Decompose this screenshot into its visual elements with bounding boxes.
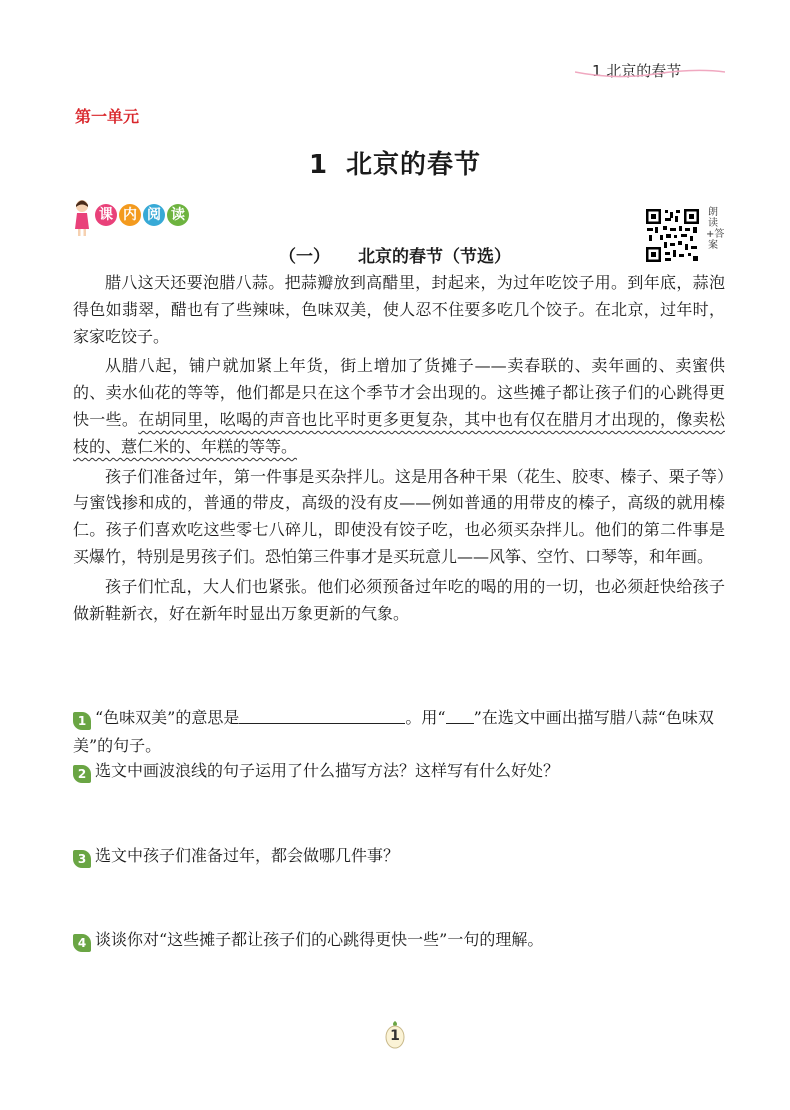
answer-blank-2[interactable]	[446, 707, 474, 724]
section-title-text: 北京的春节（节选）	[358, 247, 511, 267]
question-number-badge: 2	[73, 765, 91, 783]
question-2-text: 选文中画波浪线的句子运用了什么描写方法？这样写有什么好处？	[95, 761, 560, 780]
question-number-badge: 1	[73, 712, 91, 730]
unit-label: 第一单元	[75, 107, 140, 126]
lesson-number: 1	[308, 150, 329, 180]
header-decoration	[575, 68, 725, 82]
passage-p2-text: 从腊八起，铺户就加紧上年货，街上增加了货摊子——卖春联的、卖年画的、卖蜜供的、卖水仙花的等等，他们都是只在这个季节才会出现的。这些摊子都让孩子们的心跳得更快一些。	[73, 356, 725, 429]
girl-icon	[73, 197, 91, 237]
badge-char-4: 读	[167, 204, 189, 226]
reading-badge	[73, 197, 223, 237]
badge-char-3: 阅	[143, 204, 165, 226]
question-1-text-b: 。用“	[405, 708, 446, 727]
question-number-badge: 3	[73, 850, 91, 868]
passage-paragraph-3: 孩子们准备过年，第一件事是买杂拌儿。这是用各种干果（花生、胶枣、榛子、栗子等）与蜜饯掺和成的，普通的带皮，高级的没有皮——例如普通的用带皮的榛子，高级的就用榛仁。孩子们喜欢吃这些零七八碎儿，即使没有饺子吃，也必须买杂拌儿。他们的第二件事是买爆竹，特别是男孩子们。恐怕第三件事才是买玩意儿——风筝、空竹、口琴等，和年画。	[73, 466, 725, 566]
question-1-text-c: ”在选文中画出描写腊八蒜“色味双美”的句子。	[73, 708, 714, 755]
qr-label: 朗读+答案	[706, 207, 725, 251]
section-seq: （一）	[279, 247, 330, 267]
section-title	[0, 242, 790, 267]
lesson-title-text: 北京的春节	[346, 150, 482, 180]
lesson-title	[0, 144, 790, 181]
question-number-badge: 4	[73, 934, 91, 952]
badge-char-1: 课	[95, 204, 117, 226]
question-1-text-a: “色味双美”的意思是	[95, 708, 240, 727]
question-3-text: 选文中孩子们准备过年，都会做哪几件事？	[95, 846, 400, 865]
wavy-underlined-sentence: 在胡同里，吆喝的声音也比平时更多更复杂，其中也有仅在腊月才出现的，像卖松枝的、薏仁米的、年糕的等等。	[73, 409, 725, 456]
badge-char-2: 内	[119, 204, 141, 226]
page-number: 1	[390, 1028, 400, 1044]
question-4-text: 谈谈你对“这些摊子都让孩子们的心跳得更快一些”一句的理解。	[95, 930, 544, 949]
passage-paragraph-1: 腊八这天还要泡腊八蒜。把蒜瓣放到高醋里，封起来，为过年吃饺子用。到年底，蒜泡得色如翡翠，醋也有了些辣味，色味双美，使人忍不住要多吃几个饺子。在北京，过年时，家家吃饺子。	[73, 273, 725, 346]
question-2	[73, 757, 733, 785]
question-4	[73, 926, 733, 954]
question-1	[73, 704, 733, 760]
answer-blank-1[interactable]	[239, 707, 405, 724]
question-3	[73, 842, 733, 870]
reading-passage	[73, 270, 725, 630]
passage-paragraph-2	[73, 353, 725, 460]
page-number-badge	[383, 1020, 407, 1050]
running-header: 1 北京的春节	[592, 62, 682, 80]
passage-paragraph-4: 孩子们忙乱，大人们也紧张。他们必须预备过年吃的喝的用的一切，也必须赶快给孩子做新鞋新衣，好在新年时显出万象更新的气象。	[73, 576, 725, 623]
